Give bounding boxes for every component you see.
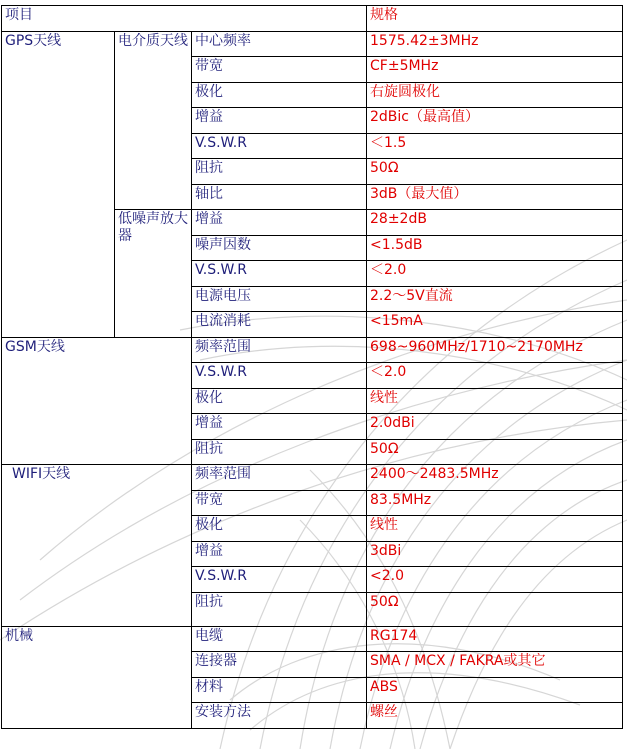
param-cell: 连接器 <box>192 652 367 678</box>
value-cell: 50Ω <box>367 159 623 185</box>
value-cell: 2400～2483.5MHz <box>367 465 623 491</box>
param-cell: 带宽 <box>192 490 367 516</box>
subgroup-dielectric: 电介质天线 <box>115 31 192 210</box>
value-cell: <15mA <box>367 312 623 338</box>
param-cell: 增益 <box>192 210 367 236</box>
spec-table <box>1 5 623 729</box>
value-cell: 螺丝 <box>367 703 623 729</box>
param-cell: 极化 <box>192 388 367 414</box>
value-cell: 右旋圆极化 <box>367 82 623 108</box>
param-cell: 极化 <box>192 516 367 542</box>
param-cell: 带宽 <box>192 57 367 83</box>
value-cell: SMA / MCX / FAKRA或其它 <box>367 652 623 678</box>
param-cell: 阻抗 <box>192 439 367 465</box>
value-cell: 2.2～5V直流 <box>367 286 623 312</box>
param-cell: 增益 <box>192 414 367 440</box>
param-cell: 增益 <box>192 541 367 567</box>
group-gps: GPS天线 <box>2 31 115 337</box>
header-item: 项目 <box>2 6 367 32</box>
param-cell: V.S.W.R <box>192 261 367 287</box>
value-cell: 线性 <box>367 388 623 414</box>
param-cell: 电流消耗 <box>192 312 367 338</box>
value-cell: CF±5MHz <box>367 57 623 83</box>
subgroup-lna: 低噪声放大器 <box>115 210 192 338</box>
value-cell: 83.5MHz <box>367 490 623 516</box>
param-cell: 安装方法 <box>192 703 367 729</box>
param-cell: V.S.W.R <box>192 133 367 159</box>
value-cell: RG174 <box>367 626 623 652</box>
param-cell: 极化 <box>192 82 367 108</box>
value-cell: ABS <box>367 677 623 703</box>
param-cell: 频率范围 <box>192 337 367 363</box>
param-cell: 电缆 <box>192 626 367 652</box>
header-row <box>2 6 623 32</box>
header-spec: 规格 <box>367 6 623 32</box>
group-mechanical: 机械 <box>2 626 192 728</box>
param-cell: 频率范围 <box>192 465 367 491</box>
value-cell: 28±2dB <box>367 210 623 236</box>
param-cell: V.S.W.R <box>192 363 367 389</box>
value-cell: 2.0dBi <box>367 414 623 440</box>
table-row <box>2 626 623 652</box>
param-cell: 增益 <box>192 108 367 134</box>
value-cell: ＜1.5 <box>367 133 623 159</box>
param-cell: 噪声因数 <box>192 235 367 261</box>
value-cell: 50Ω <box>367 592 623 626</box>
value-cell: ＜2.0 <box>367 261 623 287</box>
param-cell: 阻抗 <box>192 159 367 185</box>
value-cell: 50Ω <box>367 439 623 465</box>
param-cell: 阻抗 <box>192 592 367 626</box>
value-cell: 线性 <box>367 516 623 542</box>
group-wifi: WIFI天线 <box>2 465 192 627</box>
param-cell: 材料 <box>192 677 367 703</box>
value-cell: 3dBi <box>367 541 623 567</box>
table-row <box>2 31 623 57</box>
value-cell: <2.0 <box>367 567 623 593</box>
param-cell: V.S.W.R <box>192 567 367 593</box>
param-cell: 中心频率 <box>192 31 367 57</box>
value-cell: 2dBic（最高值） <box>367 108 623 134</box>
value-cell: ＜2.0 <box>367 363 623 389</box>
value-cell: 698~960MHz/1710~2170MHz <box>367 337 623 363</box>
table-row <box>2 337 623 363</box>
value-cell: 1575.42±3MHz <box>367 31 623 57</box>
value-cell: <1.5dB <box>367 235 623 261</box>
param-cell: 电源电压 <box>192 286 367 312</box>
group-gsm: GSM天线 <box>2 337 192 465</box>
value-cell: 3dB（最大值） <box>367 184 623 210</box>
param-cell: 轴比 <box>192 184 367 210</box>
table-row <box>2 465 623 491</box>
